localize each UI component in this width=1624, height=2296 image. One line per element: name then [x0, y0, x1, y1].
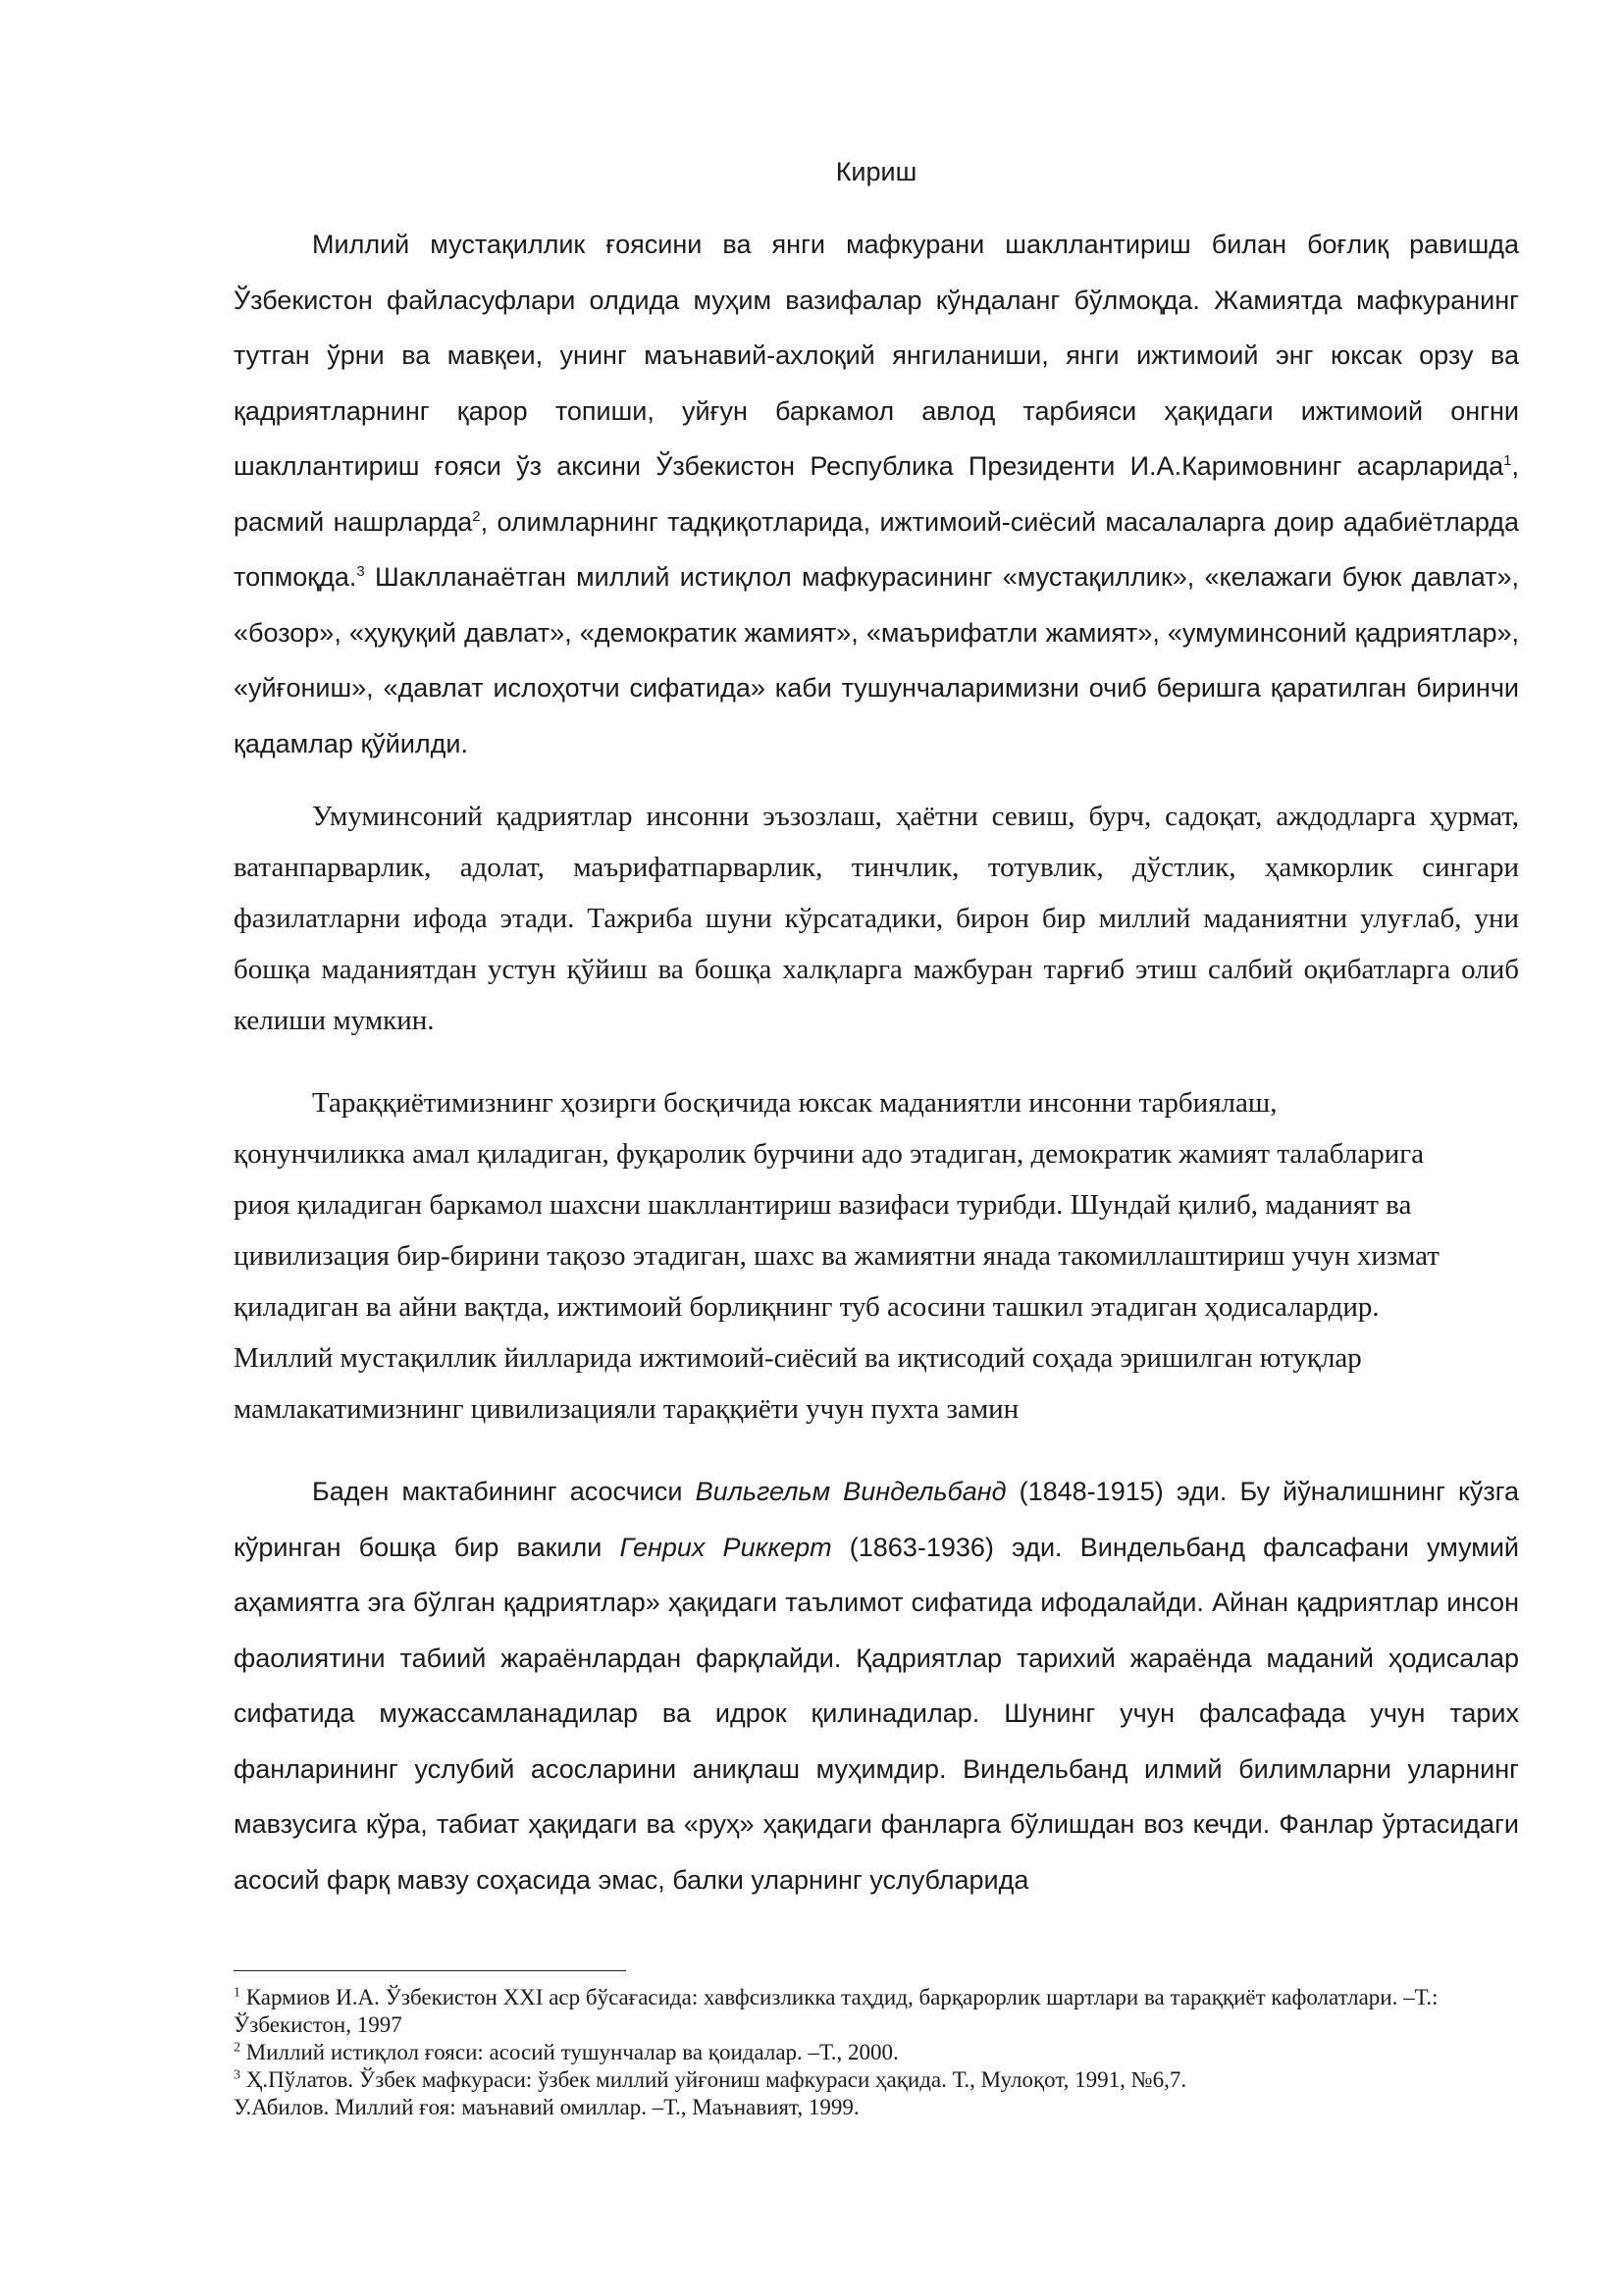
footnote-ref: 2 — [472, 507, 481, 525]
footnote-3 — [234, 2066, 1519, 2094]
paragraph-line: қиладиган ва айни вақтда, ижтимоий борлиқнинг туб асосини ташкил этадиган ҳодисалардир. — [234, 1291, 1380, 1323]
footnote-3-continued: У.Абилов. Миллий ғоя: маънавий омиллар. –Т., Маънавият, 1999. — [234, 2095, 860, 2119]
paragraph-text: (1863-1936) эди. Виндельбанд фалсафани умумий аҳамиятга эга бўлган қадриятлар» ҳақидаги таълимот сифатида ифодалайди. Айнан қадриятлар инсон фаолиятини табиий жараёнлардан фарқлайди. Қадриятлар тарихий жараёнда маданий ҳодисалар сифатида мужассамланадилар ва идрок қилинадилар. Шунинг учун фалсафада учун тарих фанларининг услубий асосларини аниқлаш муҳимдир. Виндельбанд илмий билимларни уларнинг мавзусига кўра, табиат ҳақидаги ва «руҳ» ҳақидаги фанларга бўлишдан воз кечди. Фанлар ўртасидаги асосий фарқ мавзу соҳасида эмас, балки уларнинг услубларида — [234, 1532, 1519, 1895]
footnote-2 — [234, 2039, 1519, 2066]
person-name: Генрих Риккерт — [619, 1532, 832, 1562]
footnote-separator — [234, 1970, 626, 1971]
paragraph-text: (1848-1915) эди. Бу йўналишнинг кўзга кўринган бошқа бир вакили — [234, 1477, 1520, 1562]
section-title: Кириш — [835, 157, 917, 186]
footnote-text: Миллий истиқлол ғояси: асосий тушунчалар ва қоидалар. –Т., 2000. — [240, 2040, 899, 2064]
paragraph-text: , расмий нашрларда — [234, 451, 1519, 537]
paragraph-universal-values: Умуминсоний қадриятлар инсонни эъзозлаш, ҳаётни севиш, бурч, садоқат, аждодларга ҳурмат, ватанпарварлик, адолат, маърифатпарварлик, тинчлик, тотувлик, дўстлик, ҳамкорлик сингари фазилатларни ифода этади. Тажриба шуни кўрсатадики, бирон бир миллий маданиятни улуғлаб, уни бошқа маданиятдан устун қўйиш ва бошқа халқларга мажбуран тарғиб этиш салбий оқибатларга олиб келиши мумкин. — [234, 801, 1519, 1036]
paragraph-baden-school — [234, 1464, 1519, 1907]
paragraph-line: мамлакатимизнинг цивилизацияли тараққиёти учун пухта замин — [234, 1393, 1020, 1425]
document-page — [234, 157, 1519, 1907]
footnote-1 — [234, 1984, 1519, 2039]
paragraph-text: , олимларнинг тадқиқотларида, ижтимоий-сиёсий масалаларга доир адабиётларда топмоқда. — [234, 506, 1519, 592]
person-name: Вильгельм Виндельбанд — [695, 1477, 1007, 1506]
paragraph-development-stage — [234, 1077, 1519, 1435]
footnote-text: Кармиов И.А. Ўзбекистон XXI аср бўсағасида: хавфсизликка таҳдид, барқарорлик шартлари ва тараққиёт кафолатлари. –Т.: Ўзбекистон, 1997 — [234, 1985, 1439, 2037]
footnote-ref: 3 — [356, 563, 365, 580]
paragraph-line: қонунчиликка амал қиладиган, фуқаролик бурчини адо этадиган, демократик жамият талабларига — [234, 1138, 1424, 1170]
paragraph-text: Баден мактабининг асосчиси — [312, 1477, 696, 1506]
footnote-ref: 1 — [1503, 452, 1512, 469]
paragraph-national-idea — [234, 217, 1519, 771]
paragraph-line: Миллий мустақиллик йилларида ижтимоий-сиёсий ва иқтисодий соҳада эришилган ютуқлар — [234, 1342, 1362, 1374]
paragraph-text: Шаклланаётган миллий истиқлол мафкурасининг «мустақиллик», «келажаги буюк давлат», «бозор», «ҳуқуқий давлат», «демократик жамият», «маърифатли жамият», «умуминсоний қадриятлар», «уйғониш», «давлат ислоҳотчи сифатида» каби тушунчаларимизни очиб беришга қаратилган биринчи қадамлар қўйилди. — [234, 562, 1519, 758]
paragraph-line: Тараққиётимизнинг ҳозирги босқичида юксак маданиятли инсонни тарбиялаш, — [312, 1087, 1278, 1119]
footnote-text: Ҳ.Пўлатов. Ўзбек мафкураси: ўзбек миллий уйғониш мафкураси ҳақида. Т., Мулоқот, 1991, №6,7. — [240, 2067, 1187, 2092]
footnotes — [234, 1984, 1519, 2121]
footnote-number: 1 — [234, 1985, 240, 2001]
paragraph-line: цивилизация бир-бирини тақозо этадиган, шахс ва жамиятни янада такомиллаштириш учун хизмат — [234, 1240, 1440, 1272]
paragraph-line: риоя қиладиган баркамол шахсни шакллантириш вазифаси турибди. Шундай қилиб, маданият ва — [234, 1189, 1412, 1221]
footnote-number: 2 — [234, 2040, 240, 2056]
footnote-number: 3 — [234, 2067, 240, 2083]
paragraph-text: Миллий мустақиллик ғоясини ва янги мафкурани шакллантириш билан боғлиқ равишда Ўзбекистон файласуфлари олдида муҳим вазифалар кўндаланг бўлмоқда. Жамиятда мафкуранинг тутган ўрни ва мавқеи, унинг маънавий-ахлоқий янгиланиши, янги ижтимоий энг юксак орзу ва қадриятларнинг қарор топиши, уйғун баркамол авлод тарбияси ҳақидаги ижтимоий онгни шакллантириш ғояси ўз аксини Ўзбекистон Республика Президенти И.А.Каримовнинг асарларида — [234, 230, 1519, 481]
